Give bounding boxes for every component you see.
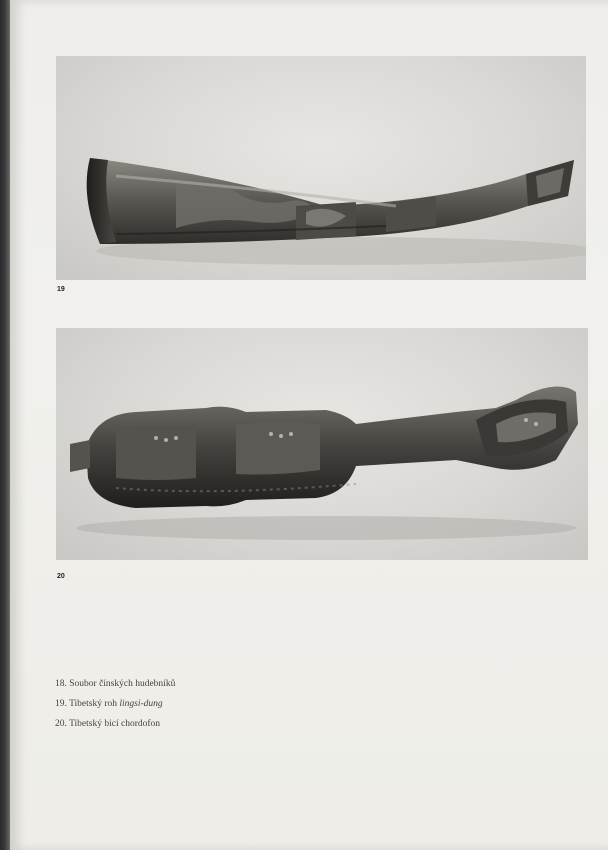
plate-20-chordophone-photo	[56, 328, 588, 560]
caption-19-text: 19. Tibetský roh	[55, 699, 120, 709]
caption-19	[55, 694, 175, 714]
plate-number-19: 19	[57, 286, 65, 293]
caption-18	[55, 674, 175, 694]
caption-19-italic-term: lingsi-dung	[119, 699, 163, 709]
plate-19-horn-photo	[56, 56, 586, 280]
book-spine	[0, 0, 10, 850]
caption-20	[55, 714, 175, 734]
book-page	[10, 0, 608, 850]
caption-18-text: 18. Soubor čínských hudebníků	[55, 679, 176, 689]
caption-list	[55, 674, 175, 734]
caption-20-text: 20. Tibetský bicí chordofon	[55, 719, 161, 729]
plate-number-20: 20	[57, 573, 65, 580]
